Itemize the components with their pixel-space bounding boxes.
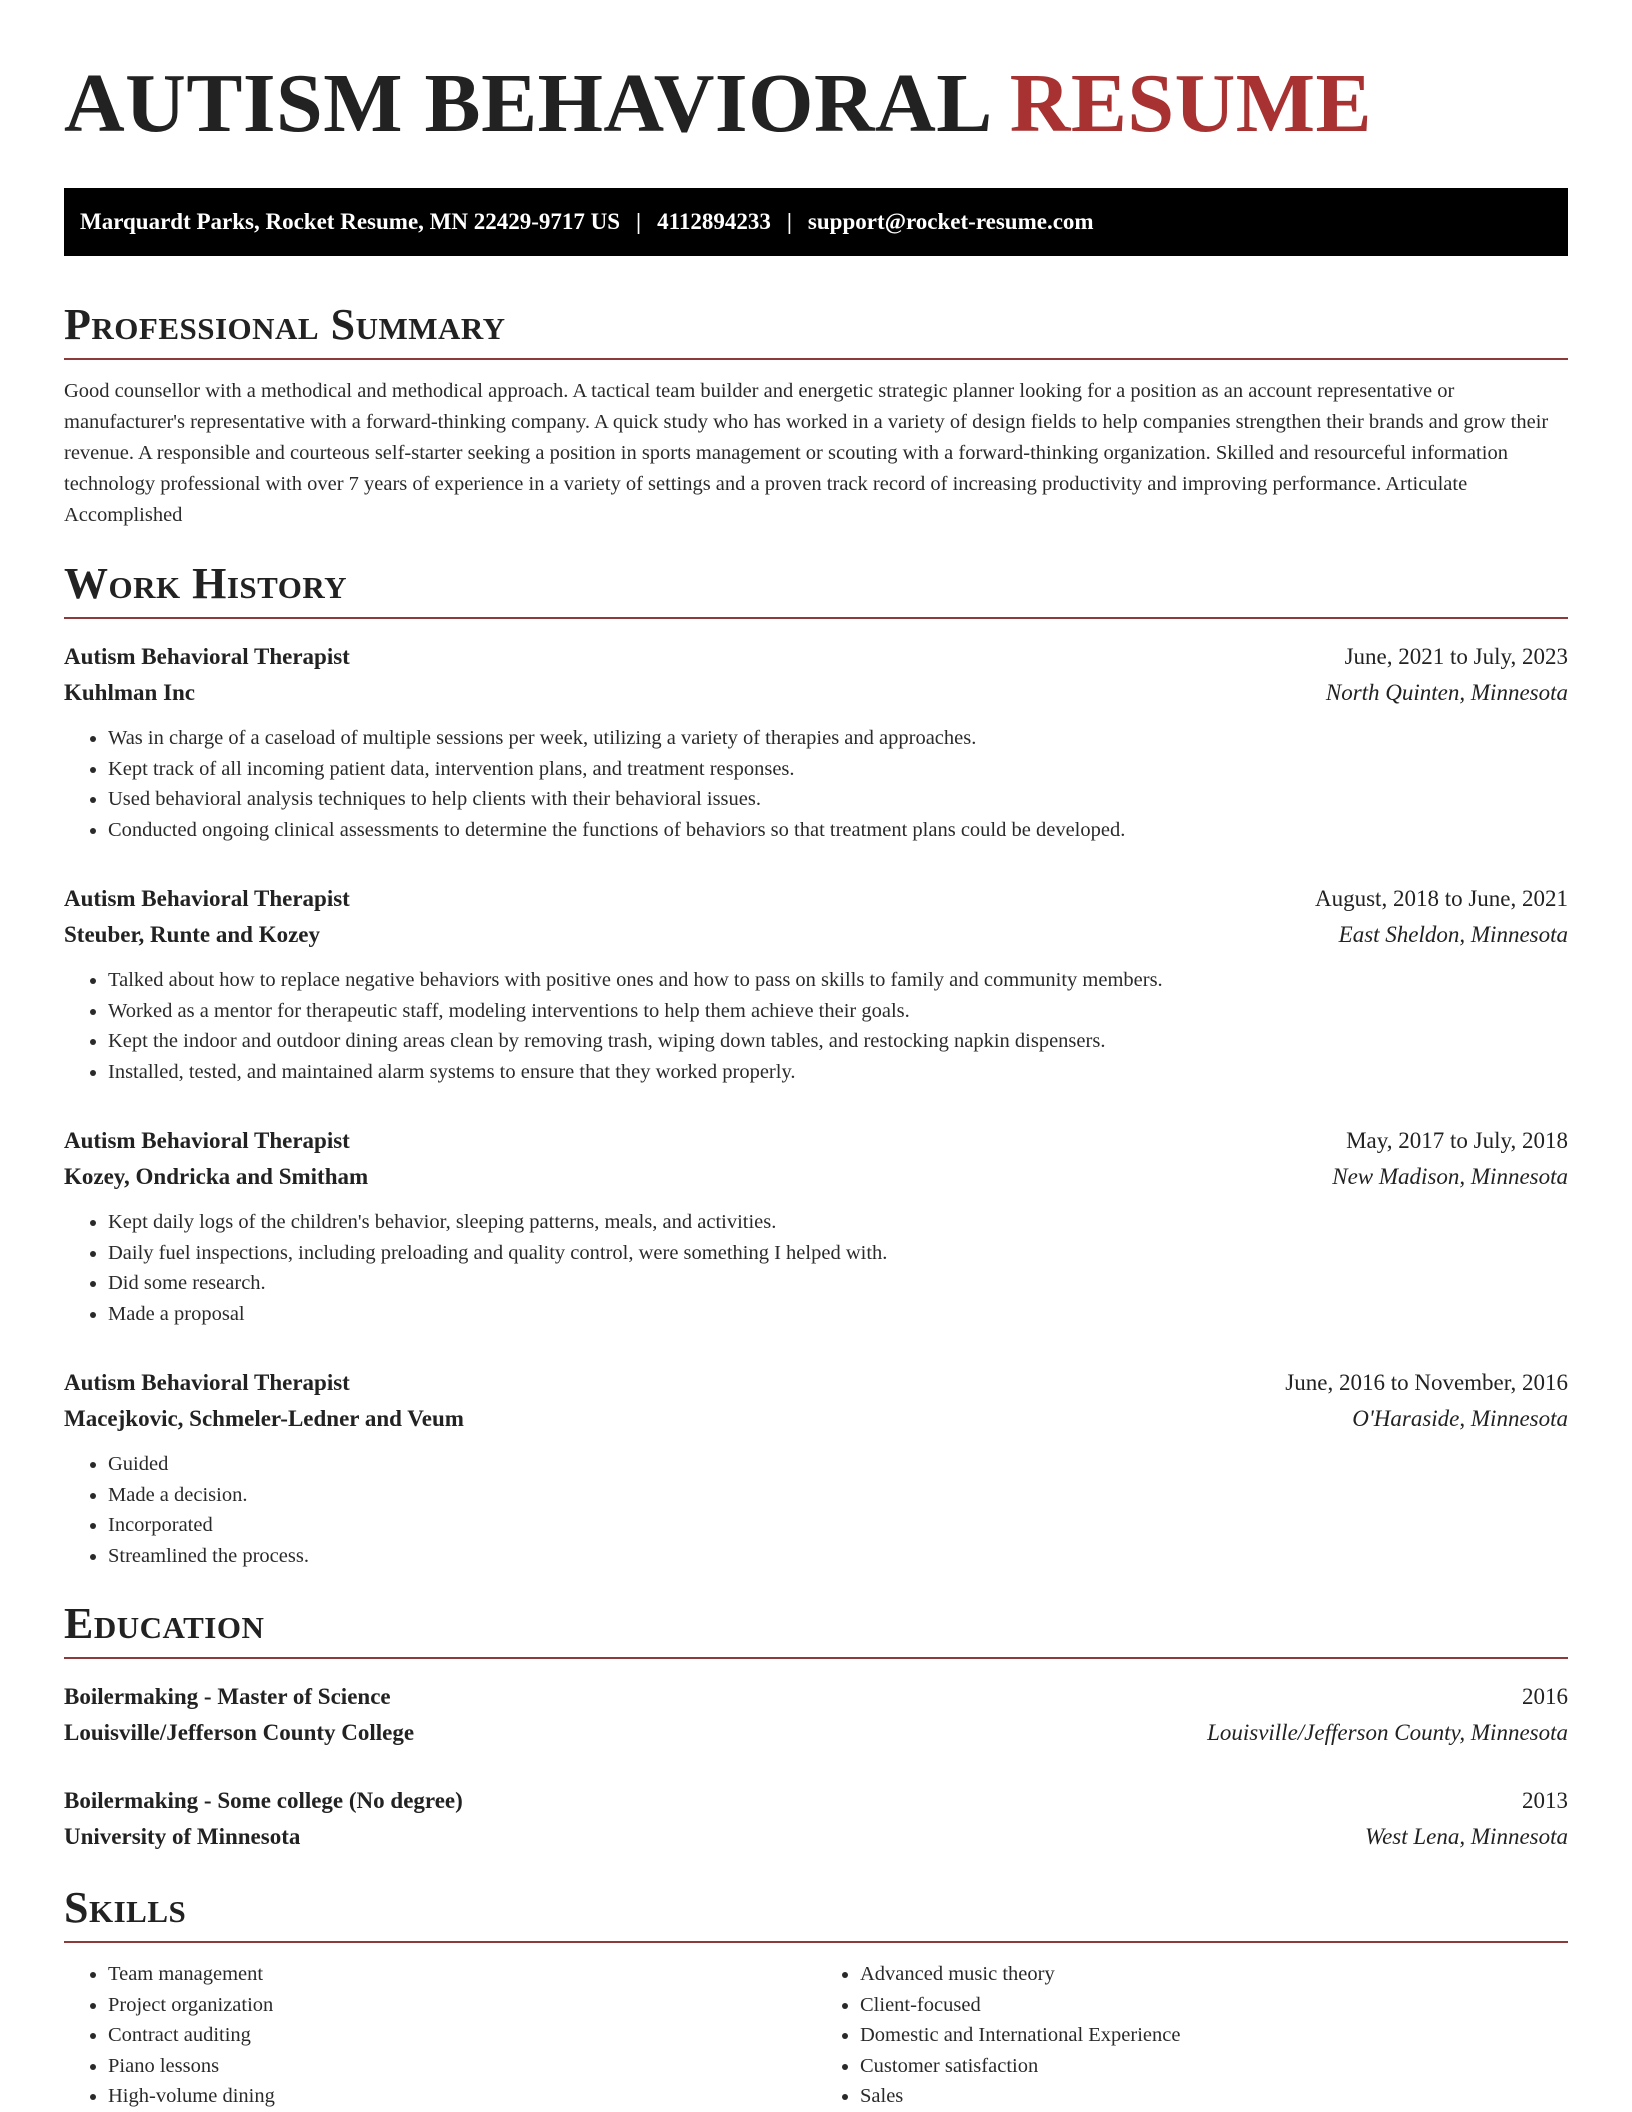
job-dates: May, 2017 to July, 2018 bbox=[1346, 1128, 1568, 1153]
job-company-row bbox=[64, 1159, 1568, 1195]
job-header-row bbox=[64, 639, 1568, 675]
skill-item: • Client-focused bbox=[860, 1990, 1568, 2021]
education-header-row bbox=[64, 1783, 1568, 1819]
education-school-row bbox=[64, 1715, 1568, 1751]
education-location: Louisville/Jefferson County, Minnesota bbox=[1207, 1720, 1568, 1745]
job-header-row bbox=[64, 881, 1568, 917]
skill-item: • Sales bbox=[860, 2081, 1568, 2112]
education-degree: Boilermaking - Some college (No degree) bbox=[64, 1788, 463, 1813]
job-bullet: • Kept daily logs of the children's behavior, sleeping patterns, meals, and activities. bbox=[108, 1207, 1568, 1238]
education-location: West Lena, Minnesota bbox=[1365, 1824, 1568, 1849]
job-dates: June, 2016 to November, 2016 bbox=[1285, 1370, 1568, 1395]
contact-bar bbox=[64, 188, 1568, 256]
skills-column-left bbox=[64, 1959, 816, 2112]
job-bullet: • Talked about how to replace negative behaviors with positive ones and how to pass on skills to family and community members. bbox=[108, 965, 1568, 996]
job-company-row bbox=[64, 675, 1568, 711]
job-bullet: • Worked as a mentor for therapeutic staff, modeling interventions to help them achieve their goals. bbox=[108, 996, 1568, 1027]
job-bullet: • Kept track of all incoming patient data, intervention plans, and treatment responses. bbox=[108, 754, 1568, 785]
job-bullets bbox=[64, 965, 1568, 1087]
skill-item: • Team management bbox=[108, 1959, 816, 1990]
summary-heading: Professional Summary bbox=[64, 302, 1568, 360]
job-location: New Madison, Minnesota bbox=[1332, 1164, 1568, 1189]
resume-title bbox=[64, 0, 1568, 152]
skill-item: • Customer satisfaction bbox=[860, 2051, 1568, 2082]
job-title: Autism Behavioral Therapist bbox=[64, 644, 350, 669]
job-entry bbox=[64, 1123, 1568, 1329]
job-title: Autism Behavioral Therapist bbox=[64, 1128, 350, 1153]
job-entry bbox=[64, 1365, 1568, 1571]
education-header-row bbox=[64, 1679, 1568, 1715]
contact-phone: 4112894233 bbox=[657, 209, 771, 234]
job-entry bbox=[64, 881, 1568, 1087]
job-location: O'Haraside, Minnesota bbox=[1352, 1406, 1568, 1431]
job-company: Kozey, Ondricka and Smitham bbox=[64, 1164, 369, 1189]
title-main: AUTISM BEHAVIORAL bbox=[64, 57, 989, 150]
job-entry bbox=[64, 639, 1568, 845]
contact-separator: | bbox=[636, 209, 642, 234]
skill-item: • Advanced music theory bbox=[860, 1959, 1568, 1990]
job-company: Kuhlman Inc bbox=[64, 680, 196, 705]
job-title: Autism Behavioral Therapist bbox=[64, 886, 350, 911]
education-year: 2013 bbox=[1522, 1788, 1568, 1813]
job-dates: June, 2021 to July, 2023 bbox=[1344, 644, 1568, 669]
job-company: Macejkovic, Schmeler-Ledner and Veum bbox=[64, 1406, 464, 1431]
job-header-row bbox=[64, 1365, 1568, 1401]
job-bullet: • Did some research. bbox=[108, 1268, 1568, 1299]
education-degree: Boilermaking - Master of Science bbox=[64, 1684, 391, 1709]
skill-item: • Contract auditing bbox=[108, 2020, 816, 2051]
job-bullet: • Made a decision. bbox=[108, 1480, 1568, 1511]
education-school: Louisville/Jefferson County College bbox=[64, 1720, 415, 1745]
job-company-row bbox=[64, 1401, 1568, 1437]
contact-address: Marquardt Parks, Rocket Resume, MN 22429-9717 US bbox=[80, 209, 621, 234]
education-entry bbox=[64, 1679, 1568, 1751]
job-company-row bbox=[64, 917, 1568, 953]
contact-email: support@rocket-resume.com bbox=[807, 209, 1094, 234]
education-year: 2016 bbox=[1522, 1684, 1568, 1709]
skill-item: • Piano lessons bbox=[108, 2051, 816, 2082]
education-heading: Education bbox=[64, 1601, 1568, 1659]
job-bullet: • Daily fuel inspections, including preloading and quality control, were something I helped with. bbox=[108, 1238, 1568, 1269]
education-entry bbox=[64, 1783, 1568, 1855]
job-title: Autism Behavioral Therapist bbox=[64, 1370, 350, 1395]
job-bullet: • Incorporated bbox=[108, 1510, 1568, 1541]
job-dates: August, 2018 to June, 2021 bbox=[1315, 886, 1568, 911]
job-company: Steuber, Runte and Kozey bbox=[64, 922, 320, 947]
job-header-row bbox=[64, 1123, 1568, 1159]
title-accent: RESUME bbox=[1009, 57, 1373, 150]
job-bullets bbox=[64, 1449, 1568, 1571]
job-bullet: • Conducted ongoing clinical assessments to determine the functions of behaviors so that treatment plans could be developed. bbox=[108, 815, 1568, 846]
job-bullet: • Guided bbox=[108, 1449, 1568, 1480]
education-school: University of Minnesota bbox=[64, 1824, 301, 1849]
education-school-row bbox=[64, 1819, 1568, 1855]
job-bullet: • Made a proposal bbox=[108, 1299, 1568, 1330]
skill-item: • High-volume dining bbox=[108, 2081, 816, 2112]
job-bullet: • Kept the indoor and outdoor dining areas clean by removing trash, wiping down tables, and restocking napkin dispensers. bbox=[108, 1026, 1568, 1057]
skill-item: • Domestic and International Experience bbox=[860, 2020, 1568, 2051]
job-bullets bbox=[64, 1207, 1568, 1329]
job-bullet: • Used behavioral analysis techniques to help clients with their behavioral issues. bbox=[108, 784, 1568, 815]
skill-item: • Project organization bbox=[108, 1990, 816, 2021]
job-bullet: • Was in charge of a caseload of multiple sessions per week, utilizing a variety of therapies and approaches. bbox=[108, 723, 1568, 754]
summary-text: Good counsellor with a methodical and methodical approach. A tactical team builder and energetic strategic planner looking for a position as an account representative or manufacturer's representative with a forward-thinking company. A quick study who has worked in a variety of design fields to help companies strengthen their brands and grow their revenue. A responsible and courteous self-starter seeking a position in sports management or scouting with a forward-thinking organization. Skilled and resourceful information technology professional with over 7 years of experience in a variety of settings and a proven track record of increasing productivity and improving performance. Articulate Accomplished bbox=[64, 380, 1549, 526]
work-history-heading: Work History bbox=[64, 561, 1568, 619]
job-location: East Sheldon, Minnesota bbox=[1338, 922, 1568, 947]
skills-column-right bbox=[816, 1959, 1568, 2112]
job-bullet: • Installed, tested, and maintained alarm systems to ensure that they worked properly. bbox=[108, 1057, 1568, 1088]
job-location: North Quinten, Minnesota bbox=[1325, 680, 1568, 705]
job-bullets bbox=[64, 723, 1568, 845]
skills-list bbox=[64, 1959, 1568, 2112]
contact-separator: | bbox=[786, 209, 792, 234]
skills-heading: Skills bbox=[64, 1885, 1568, 1943]
job-bullet: • Streamlined the process. bbox=[108, 1541, 1568, 1572]
